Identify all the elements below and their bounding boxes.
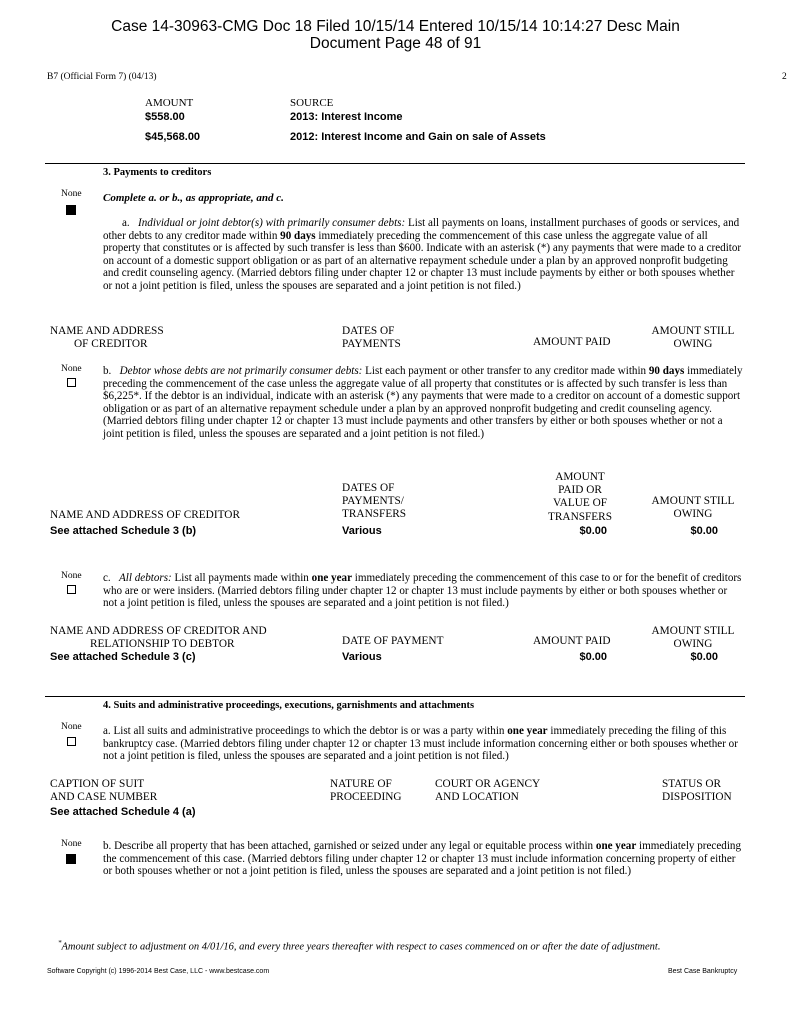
row-3b-paid: $0.00 <box>579 525 607 537</box>
none-label: None <box>61 571 82 581</box>
section3c-paragraph: c. All debtors: List all payments made within one year immediately preceding the commencement of this case to or for the benefit of creditors who are or were insiders. (Married debtors filing under chapter 12 or chapter 13 must include payments by either or both spouses whether or not a joint petition is filed, unless the spouses are separated and a joint petition is not filed.) <box>103 572 742 610</box>
none-label: None <box>61 839 82 849</box>
col-name-address-b: NAME AND ADDRESS OF CREDITOR <box>50 509 240 521</box>
section4a-paragraph: a. List all suits and administrative proceedings to which the debtor is or was a party within one year immediately preceding the filing of this bankruptcy case. (Married debtors filing under chapter 12 or chapter 13 must include information concerning either or both spouses whether or not a joint petition is filed, unless the spouses are separated and a joint petition is not filed.) <box>103 725 738 763</box>
col-amount-owing-c: AMOUNT STILL OWING <box>651 625 735 651</box>
row-3b-name: See attached Schedule 3 (b) <box>50 525 197 537</box>
footer-brand: Best Case Bankruptcy <box>668 968 738 975</box>
col-court-agency: COURT OR AGENCY AND LOCATION <box>435 778 541 804</box>
row-3c-owing: $0.00 <box>690 651 718 663</box>
row-3c-paid: $0.00 <box>579 651 607 663</box>
source-label: SOURCE <box>290 97 334 109</box>
section-divider <box>45 163 745 164</box>
none-checkbox-4b[interactable] <box>66 854 76 864</box>
none-checkbox-4a[interactable] <box>67 737 76 746</box>
row-3b-owing: $0.00 <box>690 525 718 537</box>
row-4a-caption: See attached Schedule 4 (a) <box>50 806 196 818</box>
section3a-paragraph: a. Individual or joint debtor(s) with primarily consumer debts: List all payments on loans, installment purchases of goods or services, and other debts to any creditor made within 90 days immediately preceding the commencement of this case unless the aggregate value of all property that constitutes or is affected by such transfer is less than $600. Indicate with an asterisk (*) any payments that were made to a creditor on account of a domestic support obligation or as part of an alternative repayment schedule under a plan by an approved nonprofit budgeting and credit counseling agency. (Married debtors filing under chapter 12 or chapter 13 must include payments by either or both spouses whether or not a joint petition is filed, unless the spouses are separated and a joint petition is not filed.) <box>103 217 742 292</box>
section4b-paragraph: b. Describe all property that has been attached, garnished or seized under any legal or equitable process within one year immediately preceding the commencement of this case. (Married debtors filing under chapter 12 or chapter 13 must include information concerning property of either or both spouses whether or not a joint petition is filed, unless the spouses are separated and a joint petition is not filed.) <box>103 840 741 878</box>
income-source-2: 2012: Interest Income and Gain on sale of Assets <box>290 131 546 143</box>
col-date-c: DATE OF PAYMENT <box>342 635 444 647</box>
col-status-disposition: STATUS OR DISPOSITION <box>662 778 732 804</box>
col-amount-owing-b: AMOUNT STILL OWING <box>651 495 735 521</box>
none-label: None <box>61 722 82 732</box>
none-label: None <box>61 364 82 374</box>
row-3b-dates: Various <box>342 525 382 537</box>
form-name: B7 (Official Form 7) (04/13) <box>47 72 157 82</box>
none-checkbox-3b[interactable] <box>67 378 76 387</box>
income-amount-1: $558.00 <box>145 111 185 123</box>
section3-title: 3. Payments to creditors <box>103 167 212 178</box>
none-checkbox-3a[interactable] <box>66 205 76 215</box>
case-header-line1: Case 14-30963-CMG Doc 18 Filed 10/15/14 Entered 10/15/14 10:14:27 Desc Main <box>111 18 680 35</box>
section-divider <box>45 696 745 697</box>
col-amount-paid-c: AMOUNT PAID <box>533 635 611 647</box>
income-source-1: 2013: Interest Income <box>290 111 403 123</box>
col-amount-transfers-b: AMOUNT PAID OR VALUE OF TRANSFERS <box>547 471 613 523</box>
section4-title: 4. Suits and administrative proceedings, executions, garnishments and attachments <box>103 700 475 711</box>
col-name-address: NAME AND ADDRESS OF CREDITOR <box>50 325 164 351</box>
col-nature-proceeding: NATURE OF PROCEEDING <box>330 778 402 804</box>
none-checkbox-3c[interactable] <box>67 585 76 594</box>
col-amount-paid: AMOUNT PAID <box>533 336 611 348</box>
section3b-paragraph: b. Debtor whose debts are not primarily consumer debts: List each payment or other transfer to any creditor made within 90 days immediately preceding the commencement of the case unless the aggregate value of all property that constitutes or is affected by such transfer is less than $6,225*. If the debtor is an individual, indicate with an asterisk (*) any payments that were made to a creditor on account of a domestic support obligation or as part of an alternative repayment schedule under a plan by an approved nonprofit budgeting and credit counseling agency. (Married debtors filing under chapter 12 or chapter 13 must include payments and other transfers by either or both spouses whether or not a joint petition is filed, unless the spouses are separated and a joint petition is not filed.) <box>103 365 743 440</box>
col-name-relationship-c: NAME AND ADDRESS OF CREDITOR AND RELATIONSHIP TO DEBTOR <box>50 625 267 651</box>
col-amount-owing: AMOUNT STILL OWING <box>651 325 735 351</box>
footer-copyright: Software Copyright (c) 1996-2014 Best Case, LLC - www.bestcase.com <box>47 968 270 975</box>
section3-instruction: Complete a. or b., as appropriate, and c. <box>103 192 284 204</box>
col-dates-b: DATES OF PAYMENTS/ TRANSFERS <box>342 482 407 521</box>
col-dates: DATES OF PAYMENTS <box>342 325 401 351</box>
row-3c-name: See attached Schedule 3 (c) <box>50 651 196 663</box>
col-caption-suit: CAPTION OF SUIT AND CASE NUMBER <box>50 778 158 804</box>
case-header-line2: Document Page 48 of 91 <box>309 35 482 52</box>
income-amount-2: $45,568.00 <box>145 131 201 143</box>
none-label: None <box>61 189 82 199</box>
row-3c-dates: Various <box>342 651 382 663</box>
page-number: 2 <box>782 72 787 82</box>
amount-label: AMOUNT <box>145 97 194 109</box>
footnote: *Amount subject to adjustment on 4/01/16, and every three years thereafter with respect to cases commenced on or after the date of adjustment. <box>58 939 661 953</box>
